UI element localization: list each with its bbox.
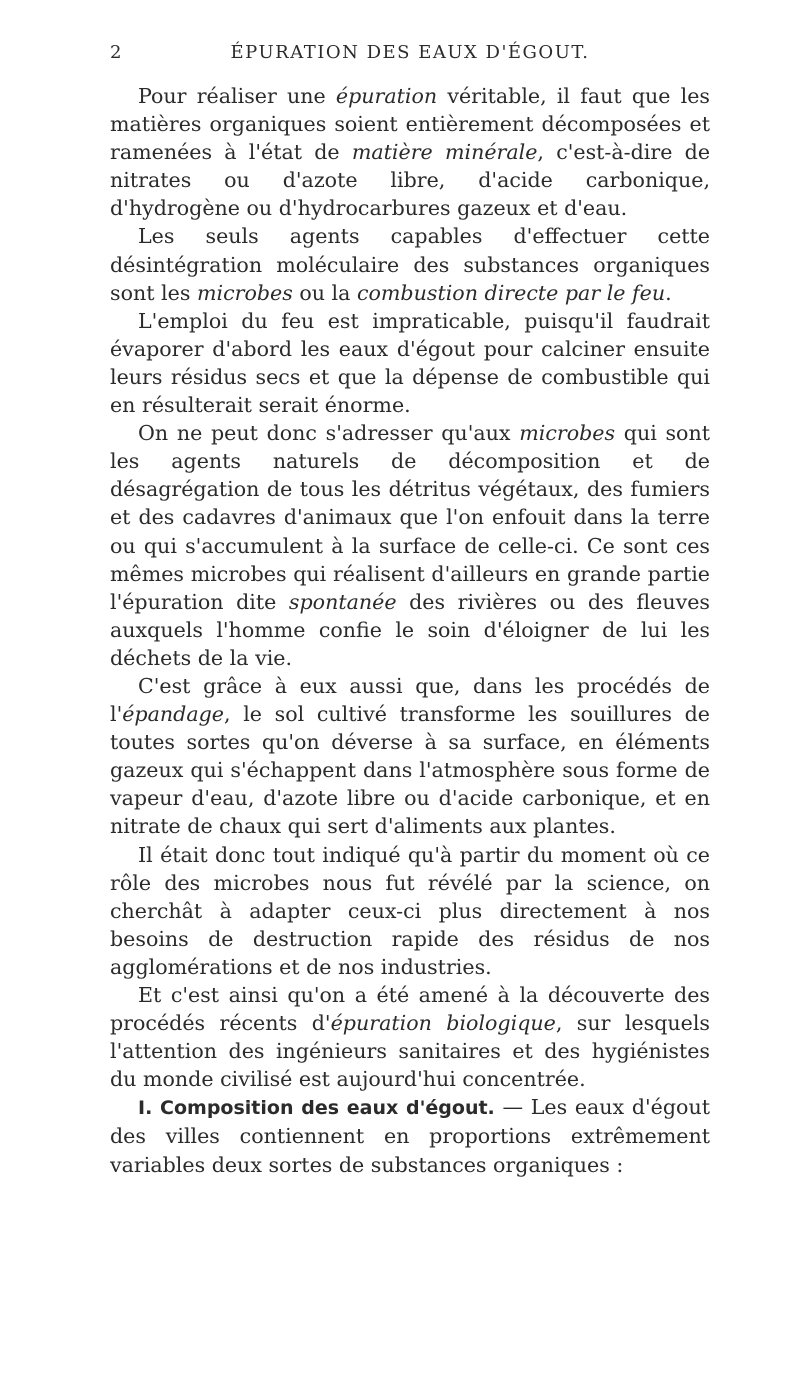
text-run: ou la [292,280,357,305]
text-run: Les seuls agents capables d'effectuer cette désintégration moléculaire des substances organiques sont les [110,224,710,305]
text-run: C'est grâce à eux aussi que, dans les procédés de l' [110,673,710,727]
section-heading: I. Composition des eaux d'égout. [138,1097,495,1120]
italic-term: épuration [335,84,438,108]
text-run: des rivières ou des fleuves auxquels l'homme confie le soin d'éloigner de lui les déchets de la vie. [110,589,710,670]
text-run: , sur lesquels l'attention des ingénieurs sanitaires et des hygiénistes du monde civilisé est aujourd'hui concentrée. [110,1011,710,1092]
paragraph [110,222,710,306]
text-run: , c'est-à-dire de nitrates ou d'azote libre, d'acide carbonique, d'hydrogène ou d'hydrocarbures gazeux et d'eau. [110,140,711,221]
text-run: L'emploi du feu est impraticable, puisqu'il faudrait évaporer d'abord les eaux d'égout pour calciner ensuite leurs résidus secs et que la dépense de combustible qui en résulterait serait énorme. [110,308,710,418]
text-run: Pour réaliser une [138,84,336,108]
italic-term: matière minérale [351,140,538,165]
paragraph [110,672,710,841]
paragraph [110,82,710,222]
italic-term: épuration biologique [330,1011,556,1036]
italic-term: épandage [122,702,224,727]
italic-term: spontanée [288,589,397,614]
running-header [110,42,710,63]
paragraph [110,419,710,672]
paragraph [110,307,710,419]
text-run: véritable, il faut que les matières organiques soient entièrement décomposées et ramenées à l'état de [110,84,710,165]
text-run: — Les eaux d'égout des villes contiennent en proportions extrêmement variables deux sortes de substances organiques : [110,1095,710,1177]
text-run: . [665,280,672,305]
paragraph [110,841,710,981]
text-run: qui sont les agents naturels de décomposition et de désagrégation de tous les détritus végétaux, des fumiers et des cadavres d'animaux que l'on enfouit dans la terre ou qui s'accumulent à la surface de celle-ci. Ce sont ces mêmes microbes qui réalisent d'ailleurs en grande partie l'épuration dite [110,421,710,614]
text-run: Il était donc tout indiqué qu'à partir du moment où ce rôle des microbes nous fut révélé par la science, on cherchât à adapter ceux-ci plus directement à nos besoins de destruction rapide des résidus de nos agglomérations et de nos industries. [110,842,710,979]
running-title: ÉPURATION DES EAUX D'ÉGOUT. [230,42,590,63]
italic-term: combustion directe par le feu [356,280,666,305]
section-paragraph [110,1093,710,1178]
text-run: Et c'est ainsi qu'on a été amené à la découverte des procédés récents d' [110,983,710,1036]
italic-term: microbes [196,280,293,305]
italic-term: microbes [519,421,616,446]
text-run: On ne peut donc s'adresser qu'aux [138,421,520,446]
body-text [110,82,710,1179]
text-run: , le sol cultivé transforme les souillures de toutes sortes qu'on déverse à sa surface, en éléments gazeux qui s'échappent dans l'atmosphère sous forme de vapeur d'eau, d'azote libre ou d'acide carbonique, et en nitrate de chaux qui sert d'aliments aux plantes. [110,702,710,839]
paragraph [110,981,710,1093]
page-number: 2 [110,42,122,63]
